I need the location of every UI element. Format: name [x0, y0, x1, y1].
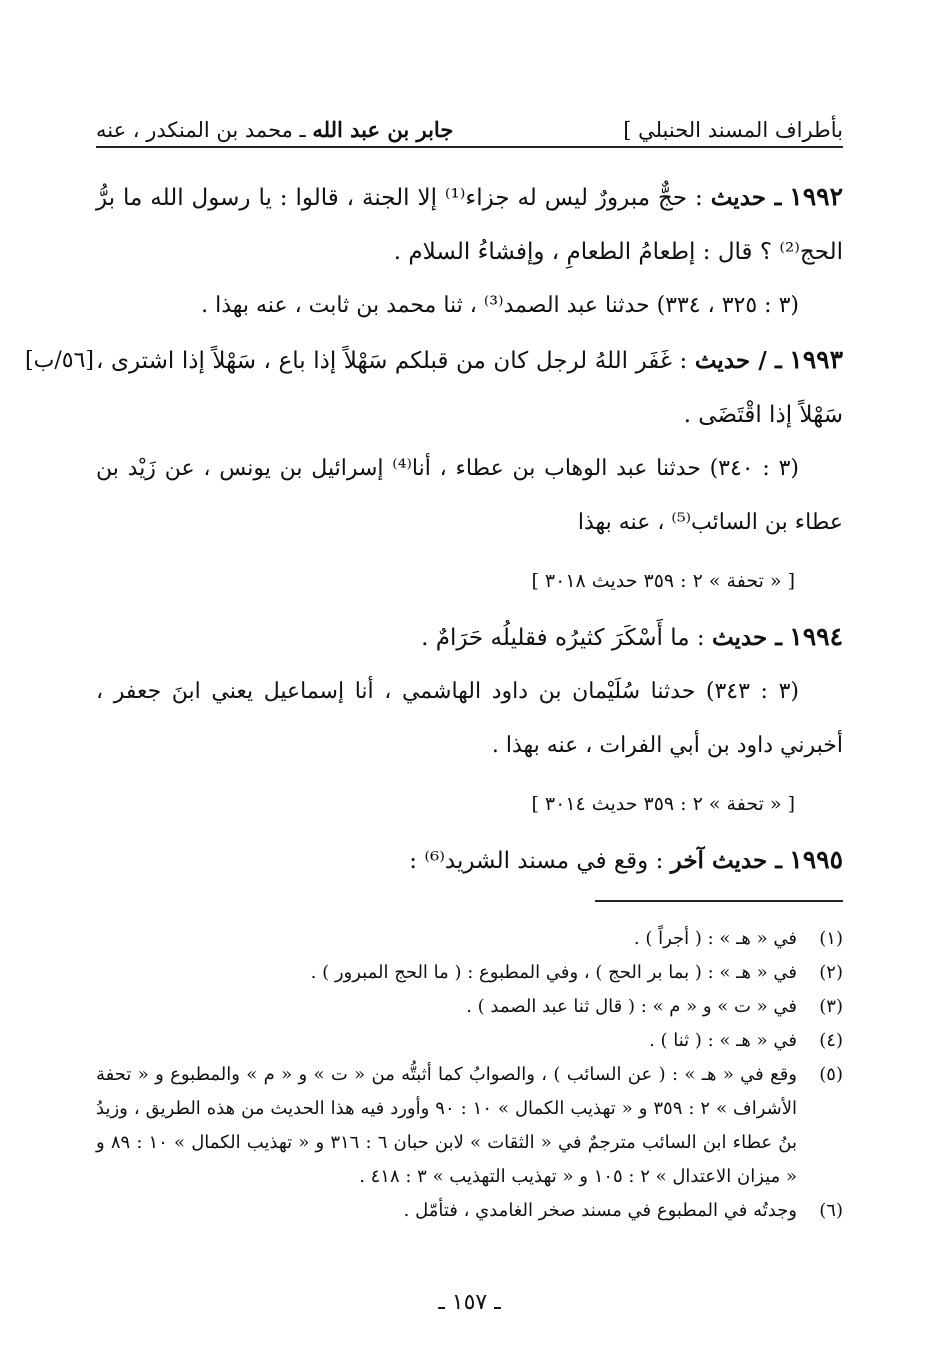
hadith-text: : وقع في مسند الشريد⁽⁶⁾ :	[409, 848, 671, 874]
footnote-number: (٤)	[819, 1030, 843, 1051]
hadith-text: : ما أَسْكَرَ كثيرُه فقليلُه حَرَامٌ .	[421, 625, 712, 651]
footnote	[96, 990, 843, 1024]
footnote-text: في « هـ » : ( ثنا ) .	[649, 1030, 797, 1051]
hadith-text: : حجٌّ مبرورٌ ليس له جزاء⁽¹⁾ إلا الجنة ، قالوا : يا رسول الله ما برُّ الحج⁽²⁾ ؟ قال : إطعامُ الطعامِ ، وإفشاءُ السلام .	[96, 185, 843, 265]
hadith-number: ١٩٩٣	[789, 345, 844, 374]
hadith-body	[96, 170, 843, 888]
footnote-number: (١)	[819, 928, 843, 949]
header-section-title	[96, 117, 453, 142]
hadith-keyword: ـ حديث آخر	[670, 847, 782, 874]
hadith-chain: (٣ : ٣٤٠) حدثنا عبد الوهاب بن عطاء ، أنا⁽⁴⁾ إسرائيل بن يونس ، عن زَيْد بن عطاء بن السائب⁽⁵⁾ ، عنه بهذا	[96, 456, 843, 535]
footnote	[96, 922, 843, 956]
hadith-keyword: ـ حديث	[711, 624, 782, 651]
footnote-text: وقع في « هـ » : ( عن السائب ) ، والصوابُ كما أثبتُّه من « ت » و « م » والمطبوع و « تحفة الأشراف » ٢ : ٣٥٩ و « تهذيب الكمال » ١٠ : ٩٠ وأورد فيه هذا الحديث من هذه الطريق ، وزيدُ بنُ عطاء ابن السائب مترجمٌ في « الثقات » لابن حبان ٦ : ٣١٦ و « تهذيب الكمال » ١٠ : ٨٩ و « ميزان الاعتدال » ٢ : ١٠٥ و « تهذيب التهذيب » ٣ : ٤١٨ .	[96, 1064, 797, 1187]
footnote-number: (٢)	[819, 962, 843, 983]
footnote-number: (٦)	[819, 1200, 843, 1221]
manuscript-folio-note: [٥٦/ب]	[25, 348, 94, 373]
header-narrator: ـ محمد بن المنكدر ، عنه	[96, 118, 313, 142]
footnote	[96, 1194, 843, 1228]
hadith-entry	[96, 170, 843, 279]
footnotes	[96, 922, 843, 1228]
footnote-number: (٥)	[819, 1064, 843, 1085]
footnote	[96, 1024, 843, 1058]
footnote-text: وجدتُه في المطبوع في مسند صخر الغامدي ، فتأمّل .	[403, 1200, 797, 1221]
hadith-entry	[96, 833, 843, 888]
footnote-text: في « ت » و « م » : ( قال ثنا عبد الصمد ) .	[466, 996, 797, 1017]
footnote-number: (٣)	[819, 996, 843, 1017]
hadith-chain: (٣ : ٣٤٣) حدثنا سُلَيْمان بن داود الهاشمي ، أنا إسماعيل يعني ابنَ جعفر ، أخبرني داود بن أبي الفرات ، عنه بهذا .	[96, 679, 843, 758]
footnote-text: في « هـ » : ( أجراً ) .	[633, 928, 797, 949]
hadith-chain: (٣ : ٣٢٥ ، ٣٣٤) حدثنا عبد الصمد⁽³⁾ ، ثنا محمد بن ثابت ، عنه بهذا .	[201, 293, 799, 318]
hadith-text: : غَفَر اللهُ لرجل كان من قبلكم سَهْلاً إذا باع ، سَهْلاً إذا اشترى ، سَهْلاً إذا اقْتَضَى .	[96, 348, 843, 428]
hadith-number: ١٩٩٥	[789, 845, 843, 874]
footnote-separator	[595, 900, 843, 902]
hadith-entry	[96, 610, 843, 665]
running-header	[96, 104, 843, 148]
tuhfa-reference: [ « تحفة » ٢ : ٣٥٩ حديث ٣٠١٤ ]	[531, 793, 795, 815]
header-companion-name: جابر بن عبد الله	[312, 117, 454, 142]
footnote	[96, 1058, 843, 1194]
hadith-entry	[96, 333, 843, 442]
footnote-text: في « هـ » : ( بما بر الحج ) ، وفي المطبوع : ( ما الحج المبرور ) .	[310, 962, 797, 983]
header-book-title: بأطراف المسند الحنبلي ]	[623, 118, 843, 142]
hadith-keyword: ـ حديث	[710, 184, 782, 211]
page-number: ـ ١٥٧ ـ	[438, 1290, 501, 1315]
hadith-number: ١٩٩٤	[789, 622, 843, 651]
footnote	[96, 956, 843, 990]
hadith-number: ١٩٩٢	[789, 182, 843, 211]
tuhfa-reference: [ « تحفة » ٢ : ٣٥٩ حديث ٣٠١٨ ]	[531, 570, 795, 592]
hadith-keyword: ـ / حديث	[694, 347, 782, 374]
